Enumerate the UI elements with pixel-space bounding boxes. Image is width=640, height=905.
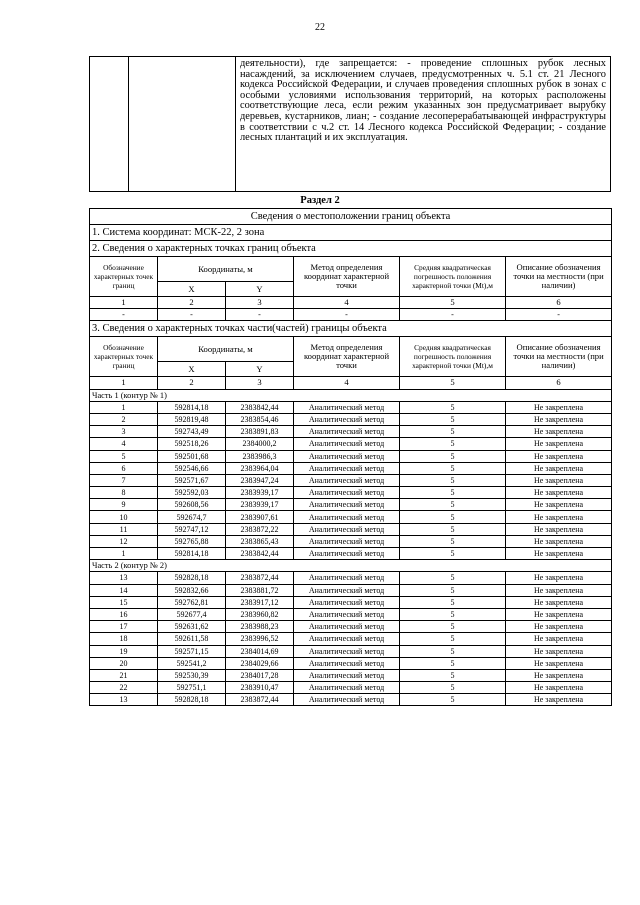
point-number: 15 (90, 596, 158, 608)
point-number: 4 (90, 438, 158, 450)
error-value: 5 (400, 657, 506, 669)
section3-designation-header: Обозначение характерных точек границ (90, 337, 158, 377)
dash-cell: - (400, 309, 506, 321)
x-coordinate: 592546,66 (158, 462, 226, 474)
part-label: Часть 2 (контур № 2) (90, 560, 612, 572)
description: Не закреплена (506, 572, 612, 584)
table-row (90, 401, 612, 413)
y-coordinate: 2383910,47 (226, 682, 294, 694)
section-part-points: 3. Сведения о характерных точках части(частей) границы объекта (90, 321, 612, 337)
table-row (90, 694, 612, 706)
part-label: Часть 1 (контур № 1) (90, 389, 612, 401)
x-coordinate: 592541,2 (158, 657, 226, 669)
y-coordinate: 2384017,28 (226, 669, 294, 681)
error-value: 5 (400, 462, 506, 474)
section-title: Раздел 2 (300, 195, 340, 206)
method: Аналитический метод (294, 535, 400, 547)
x-coordinate: 592751,1 (158, 682, 226, 694)
y-coordinate: 2383891,83 (226, 426, 294, 438)
table-row (90, 535, 612, 547)
method: Аналитический метод (294, 621, 400, 633)
method: Аналитический метод (294, 572, 400, 584)
description: Не закреплена (506, 413, 612, 425)
point-number: 1 (90, 401, 158, 413)
table-row (90, 682, 612, 694)
x-coordinate: 592832,66 (158, 584, 226, 596)
y-coordinate: 2383964,04 (226, 462, 294, 474)
method: Аналитический метод (294, 499, 400, 511)
empty-cell-1 (90, 57, 129, 192)
description: Не закреплена (506, 657, 612, 669)
x-coordinate: 592743,49 (158, 426, 226, 438)
method: Аналитический метод (294, 438, 400, 450)
description: Не закреплена (506, 694, 612, 706)
error-value: 5 (400, 450, 506, 462)
y-coordinate: 2383996,52 (226, 633, 294, 645)
point-number: 8 (90, 487, 158, 499)
section3-column-number: 2 (158, 377, 226, 389)
y-coordinate: 2383960,82 (226, 608, 294, 620)
error-value: 5 (400, 426, 506, 438)
y-coordinate: 2384029,66 (226, 657, 294, 669)
dash-cell: - (506, 309, 612, 321)
method: Аналитический метод (294, 633, 400, 645)
description: Не закреплена (506, 511, 612, 523)
table-row (90, 596, 612, 608)
point-number: 22 (90, 682, 158, 694)
y-coordinate: 2383939,17 (226, 499, 294, 511)
section2-error-header: Средняя квадратическая погрешность положения характерной точки (Mt),м (400, 257, 506, 297)
error-value: 5 (400, 474, 506, 486)
error-value: 5 (400, 621, 506, 633)
section3-column-number: 3 (226, 377, 294, 389)
x-coordinate: 592611,58 (158, 633, 226, 645)
point-number: 5 (90, 450, 158, 462)
method: Аналитический метод (294, 596, 400, 608)
error-value: 5 (400, 584, 506, 596)
method: Аналитический метод (294, 487, 400, 499)
description: Не закреплена (506, 487, 612, 499)
table-row (90, 487, 612, 499)
section2-description-header: Описание обозначения точки на местности (при наличии) (506, 257, 612, 297)
method: Аналитический метод (294, 608, 400, 620)
y-coordinate: 2383872,44 (226, 694, 294, 706)
y-coordinate: 2384014,69 (226, 645, 294, 657)
section3-column-number: 1 (90, 377, 158, 389)
point-number: 10 (90, 511, 158, 523)
method: Аналитический метод (294, 413, 400, 425)
empty-cell-2 (129, 57, 236, 192)
method: Аналитический метод (294, 462, 400, 474)
x-coordinate: 592530,39 (158, 669, 226, 681)
description: Не закреплена (506, 426, 612, 438)
description: Не закреплена (506, 645, 612, 657)
point-number: 3 (90, 426, 158, 438)
table-row (90, 621, 612, 633)
x-coordinate: 592765,88 (158, 535, 226, 547)
table-row (90, 438, 612, 450)
x-coordinate: 592518,26 (158, 438, 226, 450)
dash-cell: - (158, 309, 226, 321)
section-boundary-points: 2. Сведения о характерных точках границ объекта (90, 241, 612, 257)
error-value: 5 (400, 413, 506, 425)
error-value: 5 (400, 645, 506, 657)
method: Аналитический метод (294, 694, 400, 706)
section2-column-number: 6 (506, 297, 612, 309)
table-row (90, 584, 612, 596)
table-row (90, 669, 612, 681)
section2-column-number: 4 (294, 297, 400, 309)
description: Не закреплена (506, 596, 612, 608)
y-coordinate: 2383907,61 (226, 511, 294, 523)
x-coordinate: 592828,18 (158, 694, 226, 706)
error-value: 5 (400, 535, 506, 547)
y-coordinate: 2383854,46 (226, 413, 294, 425)
point-number: 16 (90, 608, 158, 620)
x-coordinate: 592592,03 (158, 487, 226, 499)
dash-cell: - (294, 309, 400, 321)
table-row (90, 548, 612, 560)
table-row (90, 511, 612, 523)
section3-column-number: 5 (400, 377, 506, 389)
error-value: 5 (400, 572, 506, 584)
table-row (90, 474, 612, 486)
y-coordinate: 2383986,3 (226, 450, 294, 462)
point-number: 14 (90, 584, 158, 596)
method: Аналитический метод (294, 548, 400, 560)
x-coordinate: 592762,81 (158, 596, 226, 608)
method: Аналитический метод (294, 682, 400, 694)
method: Аналитический метод (294, 474, 400, 486)
description: Не закреплена (506, 608, 612, 620)
section2-y-header: Y (226, 282, 294, 297)
point-number: 20 (90, 657, 158, 669)
method: Аналитический метод (294, 523, 400, 535)
restriction-text: деятельности), где запрещается: - проведение сплошных рубок лесных насаждений, за исключением случаев, предусмотренных ч. 5.1 ст. 21 Лесного кодекса Российской Федерации, и случаев проведения сплошных рубок в зонах с особыми условиями использования территорий, на которых расположены соответствующие леса, если режим указанных зон предусматривает вырубку деревьев, кустарников, лиан; - создание лесоперерабатывающей инфраструктуры в соответствии с ч.2 ст. 14 Лесного кодекса Российской Федерации; - создание лесных плантаций и их эксплуатация. (236, 57, 611, 192)
x-coordinate: 592571,67 (158, 474, 226, 486)
point-number: 12 (90, 535, 158, 547)
method: Аналитический метод (294, 669, 400, 681)
point-number: 13 (90, 694, 158, 706)
description: Не закреплена (506, 499, 612, 511)
x-coordinate: 592571,15 (158, 645, 226, 657)
error-value: 5 (400, 523, 506, 535)
point-number: 19 (90, 645, 158, 657)
section2-column-number: 3 (226, 297, 294, 309)
x-coordinate: 592677,4 (158, 608, 226, 620)
x-coordinate: 592819,48 (158, 413, 226, 425)
error-value: 5 (400, 438, 506, 450)
point-number: 7 (90, 474, 158, 486)
y-coordinate: 2384000,2 (226, 438, 294, 450)
section2-method-header: Метод определения координат характерной точки (294, 257, 400, 297)
section2-column-number: 2 (158, 297, 226, 309)
coordinate-system: 1. Система координат: МСК-22, 2 зона (90, 225, 612, 241)
section3-method-header: Метод определения координат характерной точки (294, 337, 400, 377)
y-coordinate: 2383881,72 (226, 584, 294, 596)
description: Не закреплена (506, 462, 612, 474)
page-number: 22 (315, 22, 325, 33)
error-value: 5 (400, 596, 506, 608)
description: Не закреплена (506, 633, 612, 645)
dash-cell: - (226, 309, 294, 321)
x-coordinate: 592674,7 (158, 511, 226, 523)
y-coordinate: 2383988,23 (226, 621, 294, 633)
point-number: 21 (90, 669, 158, 681)
table-row (90, 572, 612, 584)
point-number: 1 (90, 548, 158, 560)
continuation-table (89, 56, 611, 192)
y-coordinate: 2383842,44 (226, 401, 294, 413)
error-value: 5 (400, 694, 506, 706)
error-value: 5 (400, 633, 506, 645)
error-value: 5 (400, 548, 506, 560)
table-row (90, 413, 612, 425)
table-row (90, 499, 612, 511)
x-coordinate: 592814,18 (158, 548, 226, 560)
y-coordinate: 2383917,12 (226, 596, 294, 608)
dash-cell: - (90, 309, 158, 321)
method: Аналитический метод (294, 645, 400, 657)
method: Аналитический метод (294, 511, 400, 523)
method: Аналитический метод (294, 450, 400, 462)
section2-column-number: 5 (400, 297, 506, 309)
method: Аналитический метод (294, 426, 400, 438)
x-coordinate: 592501,68 (158, 450, 226, 462)
table-row (90, 426, 612, 438)
description: Не закреплена (506, 669, 612, 681)
point-number: 18 (90, 633, 158, 645)
method: Аналитический метод (294, 401, 400, 413)
description: Не закреплена (506, 548, 612, 560)
section2-designation-header: Обозначение характерных точек границ (90, 257, 158, 297)
y-coordinate: 2383872,44 (226, 572, 294, 584)
error-value: 5 (400, 669, 506, 681)
description: Не закреплена (506, 474, 612, 486)
section2-coordinates-header: Координаты, м (158, 257, 294, 282)
x-coordinate: 592608,56 (158, 499, 226, 511)
description: Не закреплена (506, 535, 612, 547)
table-row (90, 608, 612, 620)
x-coordinate: 592747,12 (158, 523, 226, 535)
section3-column-number: 6 (506, 377, 612, 389)
section3-x-header: X (158, 362, 226, 377)
description: Не закреплена (506, 523, 612, 535)
section2-x-header: X (158, 282, 226, 297)
y-coordinate: 2383872,22 (226, 523, 294, 535)
point-number: 2 (90, 413, 158, 425)
point-number: 11 (90, 523, 158, 535)
table-row (90, 523, 612, 535)
table-row (90, 645, 612, 657)
y-coordinate: 2383865,43 (226, 535, 294, 547)
description: Не закреплена (506, 401, 612, 413)
error-value: 5 (400, 499, 506, 511)
method: Аналитический метод (294, 657, 400, 669)
table-row (90, 657, 612, 669)
method: Аналитический метод (294, 584, 400, 596)
error-value: 5 (400, 511, 506, 523)
table-row (90, 633, 612, 645)
section3-error-header: Средняя квадратическая погрешность положения характерной точки (Mt),м (400, 337, 506, 377)
section3-column-number: 4 (294, 377, 400, 389)
boundary-table (89, 208, 612, 706)
error-value: 5 (400, 682, 506, 694)
description: Не закреплена (506, 682, 612, 694)
table-row (90, 450, 612, 462)
description: Не закреплена (506, 438, 612, 450)
section3-y-header: Y (226, 362, 294, 377)
x-coordinate: 592814,18 (158, 401, 226, 413)
section3-coordinates-header: Координаты, м (158, 337, 294, 362)
point-number: 9 (90, 499, 158, 511)
section2-column-number: 1 (90, 297, 158, 309)
error-value: 5 (400, 401, 506, 413)
y-coordinate: 2383947,24 (226, 474, 294, 486)
table-row (90, 462, 612, 474)
description: Не закреплена (506, 584, 612, 596)
point-number: 13 (90, 572, 158, 584)
y-coordinate: 2383939,17 (226, 487, 294, 499)
error-value: 5 (400, 608, 506, 620)
point-number: 17 (90, 621, 158, 633)
error-value: 5 (400, 487, 506, 499)
point-number: 6 (90, 462, 158, 474)
description: Не закреплена (506, 621, 612, 633)
description: Не закреплена (506, 450, 612, 462)
section3-description-header: Описание обозначения точки на местности (при наличии) (506, 337, 612, 377)
x-coordinate: 592631,62 (158, 621, 226, 633)
table-title: Сведения о местоположении границ объекта (90, 209, 612, 225)
y-coordinate: 2383842,44 (226, 548, 294, 560)
x-coordinate: 592828,18 (158, 572, 226, 584)
